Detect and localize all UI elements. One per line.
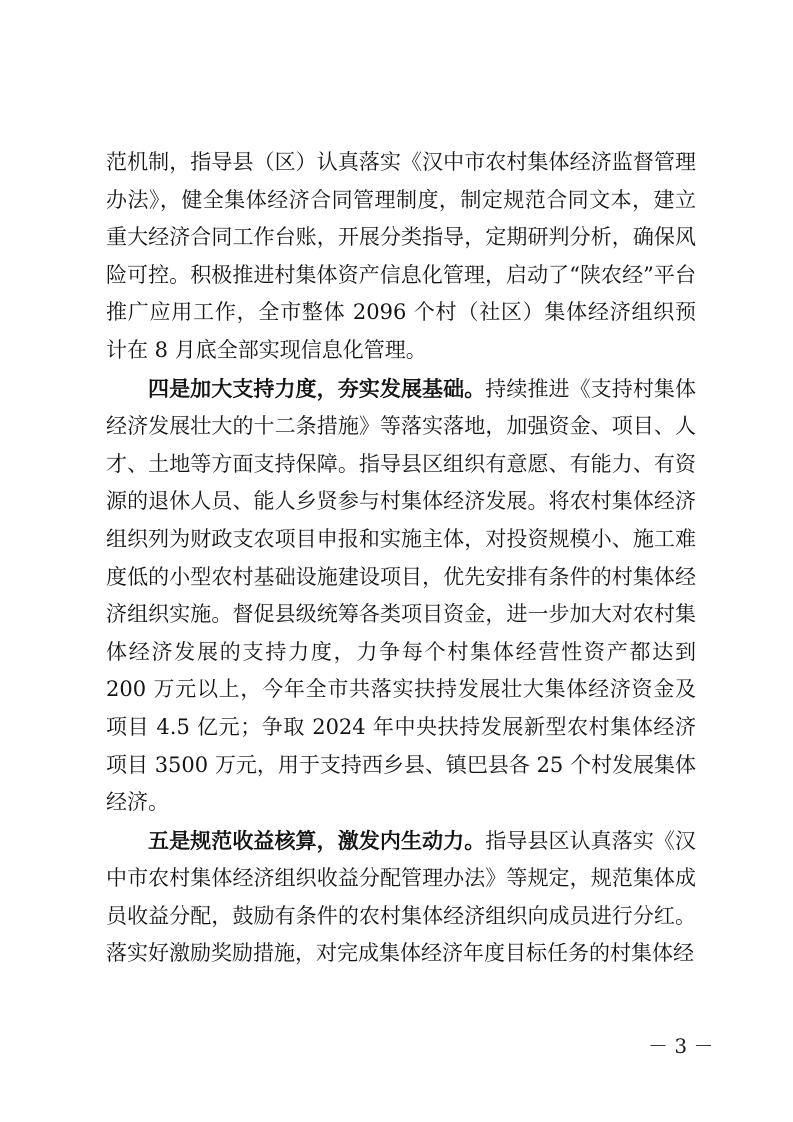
paragraph-3-text: 指导县区认真落实《汉中市农村集体经济组织收益分配管理办法》等规定，规范集体成员收益分配，鼓励有条件的农村集体经济组织向成员进行分红。落实好激励奖励措施，对完成集体经济年度目标任务的村集体经: [106, 828, 697, 966]
paragraph-1-text: 范机制，指导县（区）认真落实《汉中市农村集体经济监督管理办法》，健全集体经济合同管理制度，制定规范合同文本，建立重大经济合同工作台账，开展分类指导，定期研判分析，确保风险可控。积极推进村集体资产信息化管理，启动了“陕农经”平台推广应用工作，全市整体 2096 个村（社区）集体经济组织预计在 8 月底全部实现信息化管理。: [106, 150, 696, 362]
paragraph-2-heading: 四是加大支持力度，夯实发展基础。: [148, 375, 486, 401]
paragraph-3-heading: 五是规范收益核算，激发内生动力。: [148, 827, 486, 853]
paragraph-1: [106, 144, 696, 370]
paragraph-2: [106, 370, 696, 822]
paragraph-2-text: 持续推进《支持村集体经济发展壮大的十二条措施》等落实落地，加强资金、项目、人才、土地等方面支持保障。指导县区组织有意愿、有能力、有资源的退休人员、能人乡贤参与村集体经济发展。将农村集体经济组织列为财政支农项目申报和实施主体，对投资规模小、施工难度低的小型农村基础设施建设项目，优先安排有条件的村集体经济组织实施。督促县级统筹各类项目资金，进一步加大对农村集体经济发展的支持力度，力争每个村集体经营性资产都达到 200 万元以上，今年全市共落实扶持发展壮大集体经济资金及项目 4.5 亿元；争取 2024 年中央扶持发展新型农村集体经济项目 3500 万元，用于支持西乡县、镇巴县各 25 个村发展集体经济。: [106, 376, 697, 815]
page-number: － 3 －: [648, 1034, 714, 1058]
document-body: [106, 144, 696, 973]
paragraph-3: [106, 822, 696, 973]
